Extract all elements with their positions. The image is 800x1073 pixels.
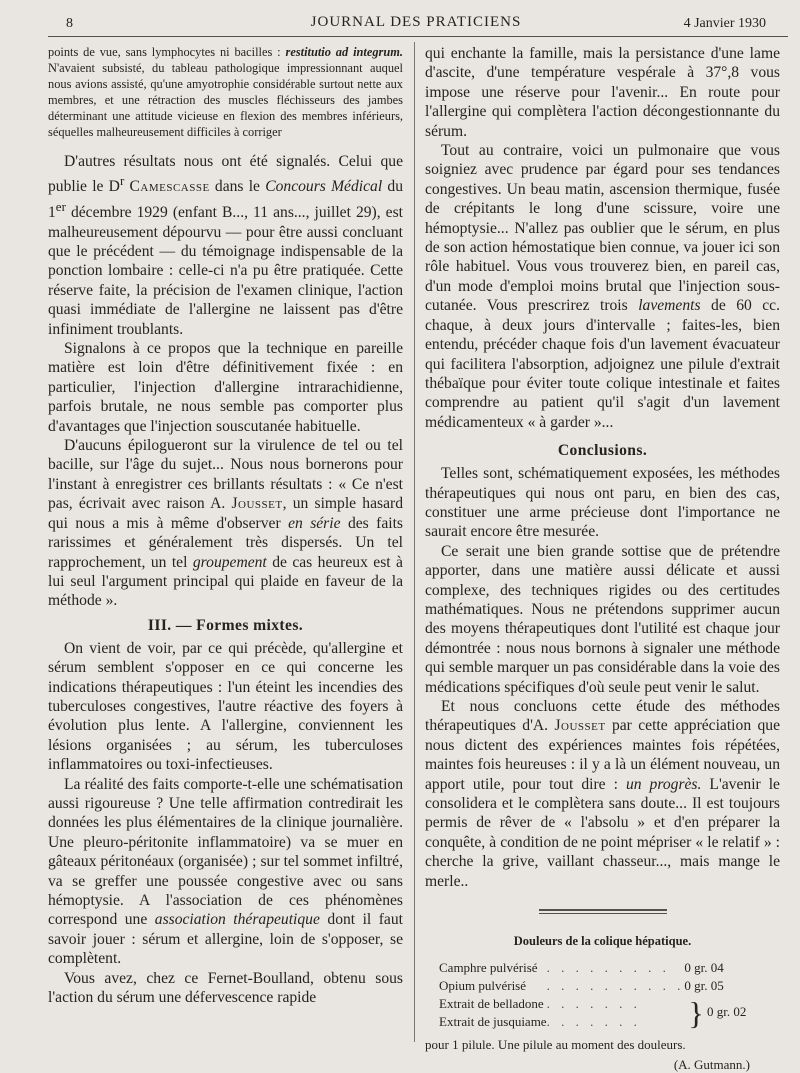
intro-text-continued: N'avaient subsisté, du tableau pathologique impressionnant auquel nous avions assisté, qu'une amyotrophie considérable surtout nette aux membres, et une rétraction des muscles fléchisseurs des jambes déterminant une attitude vicieuse en flexion des membres inférieurs, séquelles malheureusement difficiles à corriger xyxy=(48,61,403,139)
author-name: Jousset xyxy=(554,717,606,735)
recipe-row xyxy=(439,977,746,995)
intro-text: points de vue, sans lymphocytes ni bacilles : xyxy=(48,45,281,59)
text: Et nous concluons cette étude des méthodes thérapeutiques d'A. xyxy=(425,698,780,735)
text: dont il faut savoir jouer : sérum et allergine, loin de s'opposer, se complètent. xyxy=(48,911,403,968)
leader-dots: . . . . . . . . . . xyxy=(546,978,685,994)
text: des faits rarissimes et généralement très dispersés. Un tel rapprochement, un tel xyxy=(48,514,403,571)
intro-emphasis: restitutio ad integrum. xyxy=(285,45,403,59)
header-rule xyxy=(48,36,788,37)
ingredient-name: Extrait de jusquiame xyxy=(439,1014,547,1030)
ornamental-rule xyxy=(539,909,667,914)
emphasis: un progrès. xyxy=(625,775,702,793)
text: L'avenir le consolidera et le complètera sans doute... Il est toujours permis de rêver de « l'absolu » et d'en préparer la conquête, à condition de ne point mépriser « le relatif » : cherche la grive, vaillant chasseur..., mais mange le merle.. xyxy=(425,775,780,890)
left-column xyxy=(48,44,403,1044)
running-header xyxy=(66,14,766,34)
text: D'autres résultats nous ont été signalés. Celui que publie le D xyxy=(48,153,403,196)
text: D'aucuns épilogueront sur la virulence de tel ou tel bacille, sur l'âge du sujet... Nous nous bornerons pour l'instant à enregistrer ces brillants résultats : « Ce n'est pas, écrivait avec raison A. xyxy=(48,437,403,513)
ingredient-name: Extrait de belladone xyxy=(439,996,544,1012)
recipe-row xyxy=(439,995,746,1013)
right-column xyxy=(425,44,780,1073)
ingredient-name: Camphre pulvérisé xyxy=(439,960,538,976)
paragraph-technique: Signalons à ce propos que la technique en pareille matière est loin d'être définitivement fixée : en particulier, l'injection d'allergine intrarachidienne, parfois brutale, ne nous semble pas comporter plus d'avantages que l'injection souscutanée habituelle. xyxy=(48,340,403,435)
conclusion-2: Ce serait une bien grande sottise que de prétendre apporter, dans une matière aussi délicate et aussi complexe, des techniques rigides ou des certitudes mathématiques. Nous ne prétendons supprimer aucun des moyens thérapeutiques dont l'utilité est chaque jour démontrée : nous nous bornons à signaler une méthode qui semble marquer un pas considérable dans la voie des médications spécifiques d'où seule peut venir le salut. xyxy=(425,542,780,696)
ingredient-qty: 0 gr. 04 xyxy=(684,960,724,976)
conclusion-1: Telles sont, schématiquement exposées, les méthodes thérapeutiques qui nous ont paru, en bien des cas, constituer une arme précieuse dont l'importance ne saurait encore être mesurée. xyxy=(425,465,780,541)
recipe-box xyxy=(425,909,780,1073)
text: , un simple hasard qui nous a mis à même d'observer xyxy=(48,495,404,532)
emphasis: groupement xyxy=(192,553,267,571)
text: de 60 cc. chaque, à deux jours d'intervalle ; faites-les, bien entendu, précéder chaque fois d'un lavement évacuateur qui facilitera l'absorption, adjoignez une pilule d'extrait thébaïque pour éviter toute colique intestinale et faites comprendre au patient qu'il s'agit d'un lavement médicamenteux « à garder »... xyxy=(425,297,780,431)
emphasis: lavements xyxy=(638,297,701,315)
conclusion-3 xyxy=(425,697,780,891)
ingredient-qty: 0 gr. 02 xyxy=(706,1004,747,1020)
author-name: Camescasse xyxy=(129,178,210,196)
paragraph-results xyxy=(48,436,403,611)
leader-dots: . . . . . . . xyxy=(546,1014,641,1030)
text: de cas heureux est à lui seul l'argument principal qui plaide en faveur de la méthode ». xyxy=(48,553,403,610)
paragraph-association xyxy=(48,775,403,969)
intro-paragraph xyxy=(48,44,403,140)
paragraph-camescasse xyxy=(48,152,403,339)
superscript: er xyxy=(55,199,66,214)
text: dans le xyxy=(214,178,260,196)
leader-dots: . . . . . . . . . xyxy=(546,960,670,976)
recipe-row xyxy=(439,959,746,977)
paragraph-mixed-forms: On vient de voir, par ce qui précède, qu'allergine et sérum semblent s'opposer en ce qui concerne les indications thérapeutiques : l'un éteint les incendies des tuberculoses congestives, l'autre réactive des foyers à évolution plus lente. A l'allergine, conviennent les lésions organisées ; au sérum, les tuberculoses inflammatoires ou toxi-infectieuses. xyxy=(48,639,403,774)
ingredient-name: Opium pulvérisé xyxy=(439,978,527,994)
recipe-footer: pour 1 pilule. Une pilule au moment des douleurs. xyxy=(425,1037,686,1053)
conclusions-heading: Conclusions. xyxy=(557,442,648,460)
section-heading: III. — Formes mixtes. xyxy=(147,616,304,634)
recipe-table xyxy=(439,959,746,1031)
text: du 1 xyxy=(48,178,403,222)
recipe-title: Douleurs de la colique hépatique. xyxy=(513,934,692,949)
ingredient-qty: 0 gr. 05 xyxy=(684,978,724,994)
leader-dots: . . . . . . . xyxy=(546,996,641,1012)
paragraph-continued: qui enchante la famille, mais la persistance d'une lame d'ascite, d'une température vespérale à 37°,8 vous impose une réserve pour l'avenir... En route pour l'allergine qui complètera l'action décongestionnante du sérum. xyxy=(425,45,780,140)
issue-date: 4 Janvier 1930 xyxy=(683,16,766,31)
brace-glyph: } xyxy=(688,995,704,1032)
emphasis: association thérapeutique xyxy=(154,911,320,929)
paragraph-fernet: Vous avez, chez ce Fernet-Boulland, obtenu sous l'action du sérum une défervescence rapide xyxy=(48,969,403,1007)
emphasis: en série xyxy=(288,514,341,532)
text: décembre 1929 (enfant B..., 11 ans..., juillet 29), est malheureusement dépourvu — pour être aussi concluant que le précédent — du témoignage indispensable de la ponction lombaire : celle-ci n'a pu être pratiquée. Cette réserve faite, la précision de l'examen clinique, l'action quasi immédiate de l'allergine ne laissent pas d'être infiniment troublants. xyxy=(48,204,403,338)
journal-title: JOURNAL DES PRATICIENS xyxy=(310,14,522,30)
shared-qty xyxy=(684,995,746,1031)
column-divider xyxy=(414,42,415,1042)
recipe-signature: (A. Gutmann.) xyxy=(673,1057,750,1073)
text: par cette appréciation que nous dictent des expériences maintes fois répétées, maintes fois heureuses : il y a là un élément nouveau, un apport utile, pour tout dire : xyxy=(425,717,780,793)
author-name: Jousset xyxy=(231,495,283,513)
page-number: 8 xyxy=(66,16,73,31)
text: Tout au contraire, voici un pulmonaire que vous soigniez avec prudence par égard pour ses tendances congestives. Un beau matin, ascension thermique, fusée de crépitants le long d'une scissure, voire une hémoptysie... N'allez pas oublier que le sérum, en plus de son action hémostatique bien connue, va jouer ici son rôle habituel. Vous vous trouverez bien, en pareil cas, d'un mode d'emploi moins brutal que l'injection sous-cutanée. Vous prescrirez trois xyxy=(425,142,780,315)
text: La réalité des faits comporte-t-elle une schématisation aussi rigoureuse ? Une telle affirmation contredirait les données les plus élémentaires de la clinique journalière. Une pleuro-péritonite inflammatoire) va se muer en gâteaux péritonéaux (organisée) ; sur tel sommet infiltré, va se greffer une poussée congestive avec ou sans hémoptysie. A l'association de ces phénomènes correspond une xyxy=(48,775,403,929)
superscript: r xyxy=(119,173,125,189)
journal-reference: Concours Médical xyxy=(265,178,383,196)
paragraph-pulmonary xyxy=(425,141,780,432)
